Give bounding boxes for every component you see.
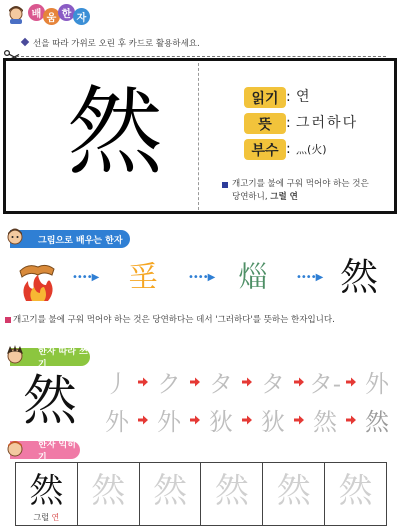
section-practice-title: 한자 익히기 — [38, 440, 76, 463]
meaning-tag: 뜻 — [244, 113, 286, 134]
practice-trace-char: 然 — [276, 471, 311, 511]
practice-trace-cell[interactable] — [325, 463, 386, 525]
practice-trace-char: 然 — [214, 471, 249, 511]
header-badge: 움 — [43, 8, 60, 25]
stroke-step: タ — [261, 370, 285, 398]
card-divider — [198, 63, 199, 210]
red-arrow-icon — [138, 377, 148, 387]
meaning-colon: : — [286, 115, 291, 131]
fire-dog-illustration — [14, 255, 60, 301]
red-arrow-icon — [242, 415, 252, 425]
meaning-value: 그러하다 — [296, 115, 359, 131]
red-arrow-icon — [346, 377, 356, 387]
red-arrow-icon — [294, 377, 304, 387]
red-arrow-icon — [190, 377, 200, 387]
card-note-prefix: 당연하니, — [232, 192, 271, 202]
header-badge: 한 — [58, 4, 75, 21]
practice-trace-cell[interactable] — [78, 463, 140, 525]
practice-trace-char: 然 — [338, 471, 373, 511]
header-badge: 배 — [28, 4, 45, 21]
sequence-arrow: ••••▶ — [296, 272, 323, 283]
card-note-line2 — [232, 191, 382, 204]
card-note-bold: 그럴 연 — [270, 192, 298, 202]
radical-colon: : — [286, 141, 291, 157]
stroke-model-char: 然 — [23, 369, 77, 432]
student-icon — [6, 6, 26, 24]
stroke-step: 然 — [365, 408, 389, 436]
stroke-step: 外 — [157, 408, 181, 436]
practice-grid — [15, 462, 387, 526]
stroke-step: 然 — [313, 408, 337, 436]
stroke-row-1 — [100, 364, 394, 399]
stroke-step: 丿 — [105, 370, 129, 398]
practice-reading — [16, 512, 77, 523]
practice-trace-char: 然 — [153, 471, 188, 511]
reading-colon: : — [286, 89, 291, 105]
section-stroke-title: 한자 따라 쓰기 — [38, 347, 88, 370]
practice-trace-cell[interactable] — [201, 463, 263, 525]
red-arrow-icon — [190, 415, 200, 425]
card-note — [232, 178, 382, 204]
radical-value: 灬(火) — [296, 143, 327, 156]
sequence-stage-4: 然 — [339, 255, 378, 299]
stroke-row-2 — [100, 402, 394, 437]
red-arrow-icon — [138, 415, 148, 425]
stroke-step: 外 — [365, 370, 389, 398]
stroke-step: タ- — [308, 370, 342, 398]
practice-model-char: 然 — [29, 471, 64, 511]
card-note-line1: 개고기를 불에 구워 먹어야 하는 것은 — [232, 179, 369, 189]
stroke-step: 外 — [105, 408, 129, 436]
student-icon — [4, 345, 26, 367]
stroke-step: 狄 — [261, 408, 285, 436]
explanation-bullet — [5, 317, 11, 323]
header-badge: 자 — [73, 8, 90, 25]
stroke-step: タ — [209, 370, 233, 398]
red-arrow-icon — [294, 415, 304, 425]
red-arrow-icon — [242, 377, 252, 387]
header-badges — [28, 4, 90, 25]
student-icon — [4, 438, 26, 460]
cut-line — [16, 56, 386, 57]
cut-instruction: 선을 따라 가위로 오린 후 카드로 활용하세요. — [33, 39, 200, 49]
explanation-text: 개고기를 불에 구워 먹어야 하는 것은 당연하다는 데서 '그러하다'를 뜻하는 한자입니다. — [13, 315, 335, 325]
sequence-arrow: ••••▶ — [72, 272, 99, 283]
student-icon — [4, 227, 26, 249]
practice-trace-cell[interactable] — [140, 463, 202, 525]
practice-model-cell — [16, 463, 78, 525]
bullet-diamond-icon — [21, 38, 29, 46]
sequence-arrow: ••••▶ — [188, 272, 215, 283]
radical-tag: 부수 — [244, 139, 286, 160]
stroke-step: ク — [157, 370, 181, 398]
stroke-step: 狄 — [209, 408, 233, 436]
note-bullet — [222, 182, 228, 188]
practice-trace-char: 然 — [91, 471, 126, 511]
reading-value: 연 — [296, 89, 310, 105]
reading-tag: 읽기 — [244, 87, 286, 108]
sequence-stage-3: 𤉣 — [238, 260, 268, 295]
section-picture-title: 그림으로 배우는 한자 — [38, 235, 123, 246]
practice-reading-sound: 연 — [51, 513, 60, 522]
card-hanja: 然 — [67, 76, 163, 188]
red-arrow-icon — [346, 415, 356, 425]
section-picture-bar — [10, 230, 130, 248]
practice-trace-cell[interactable] — [263, 463, 325, 525]
sequence-stage-2: 㸒 — [128, 260, 158, 295]
practice-reading-meaning: 그럴 — [33, 513, 49, 522]
